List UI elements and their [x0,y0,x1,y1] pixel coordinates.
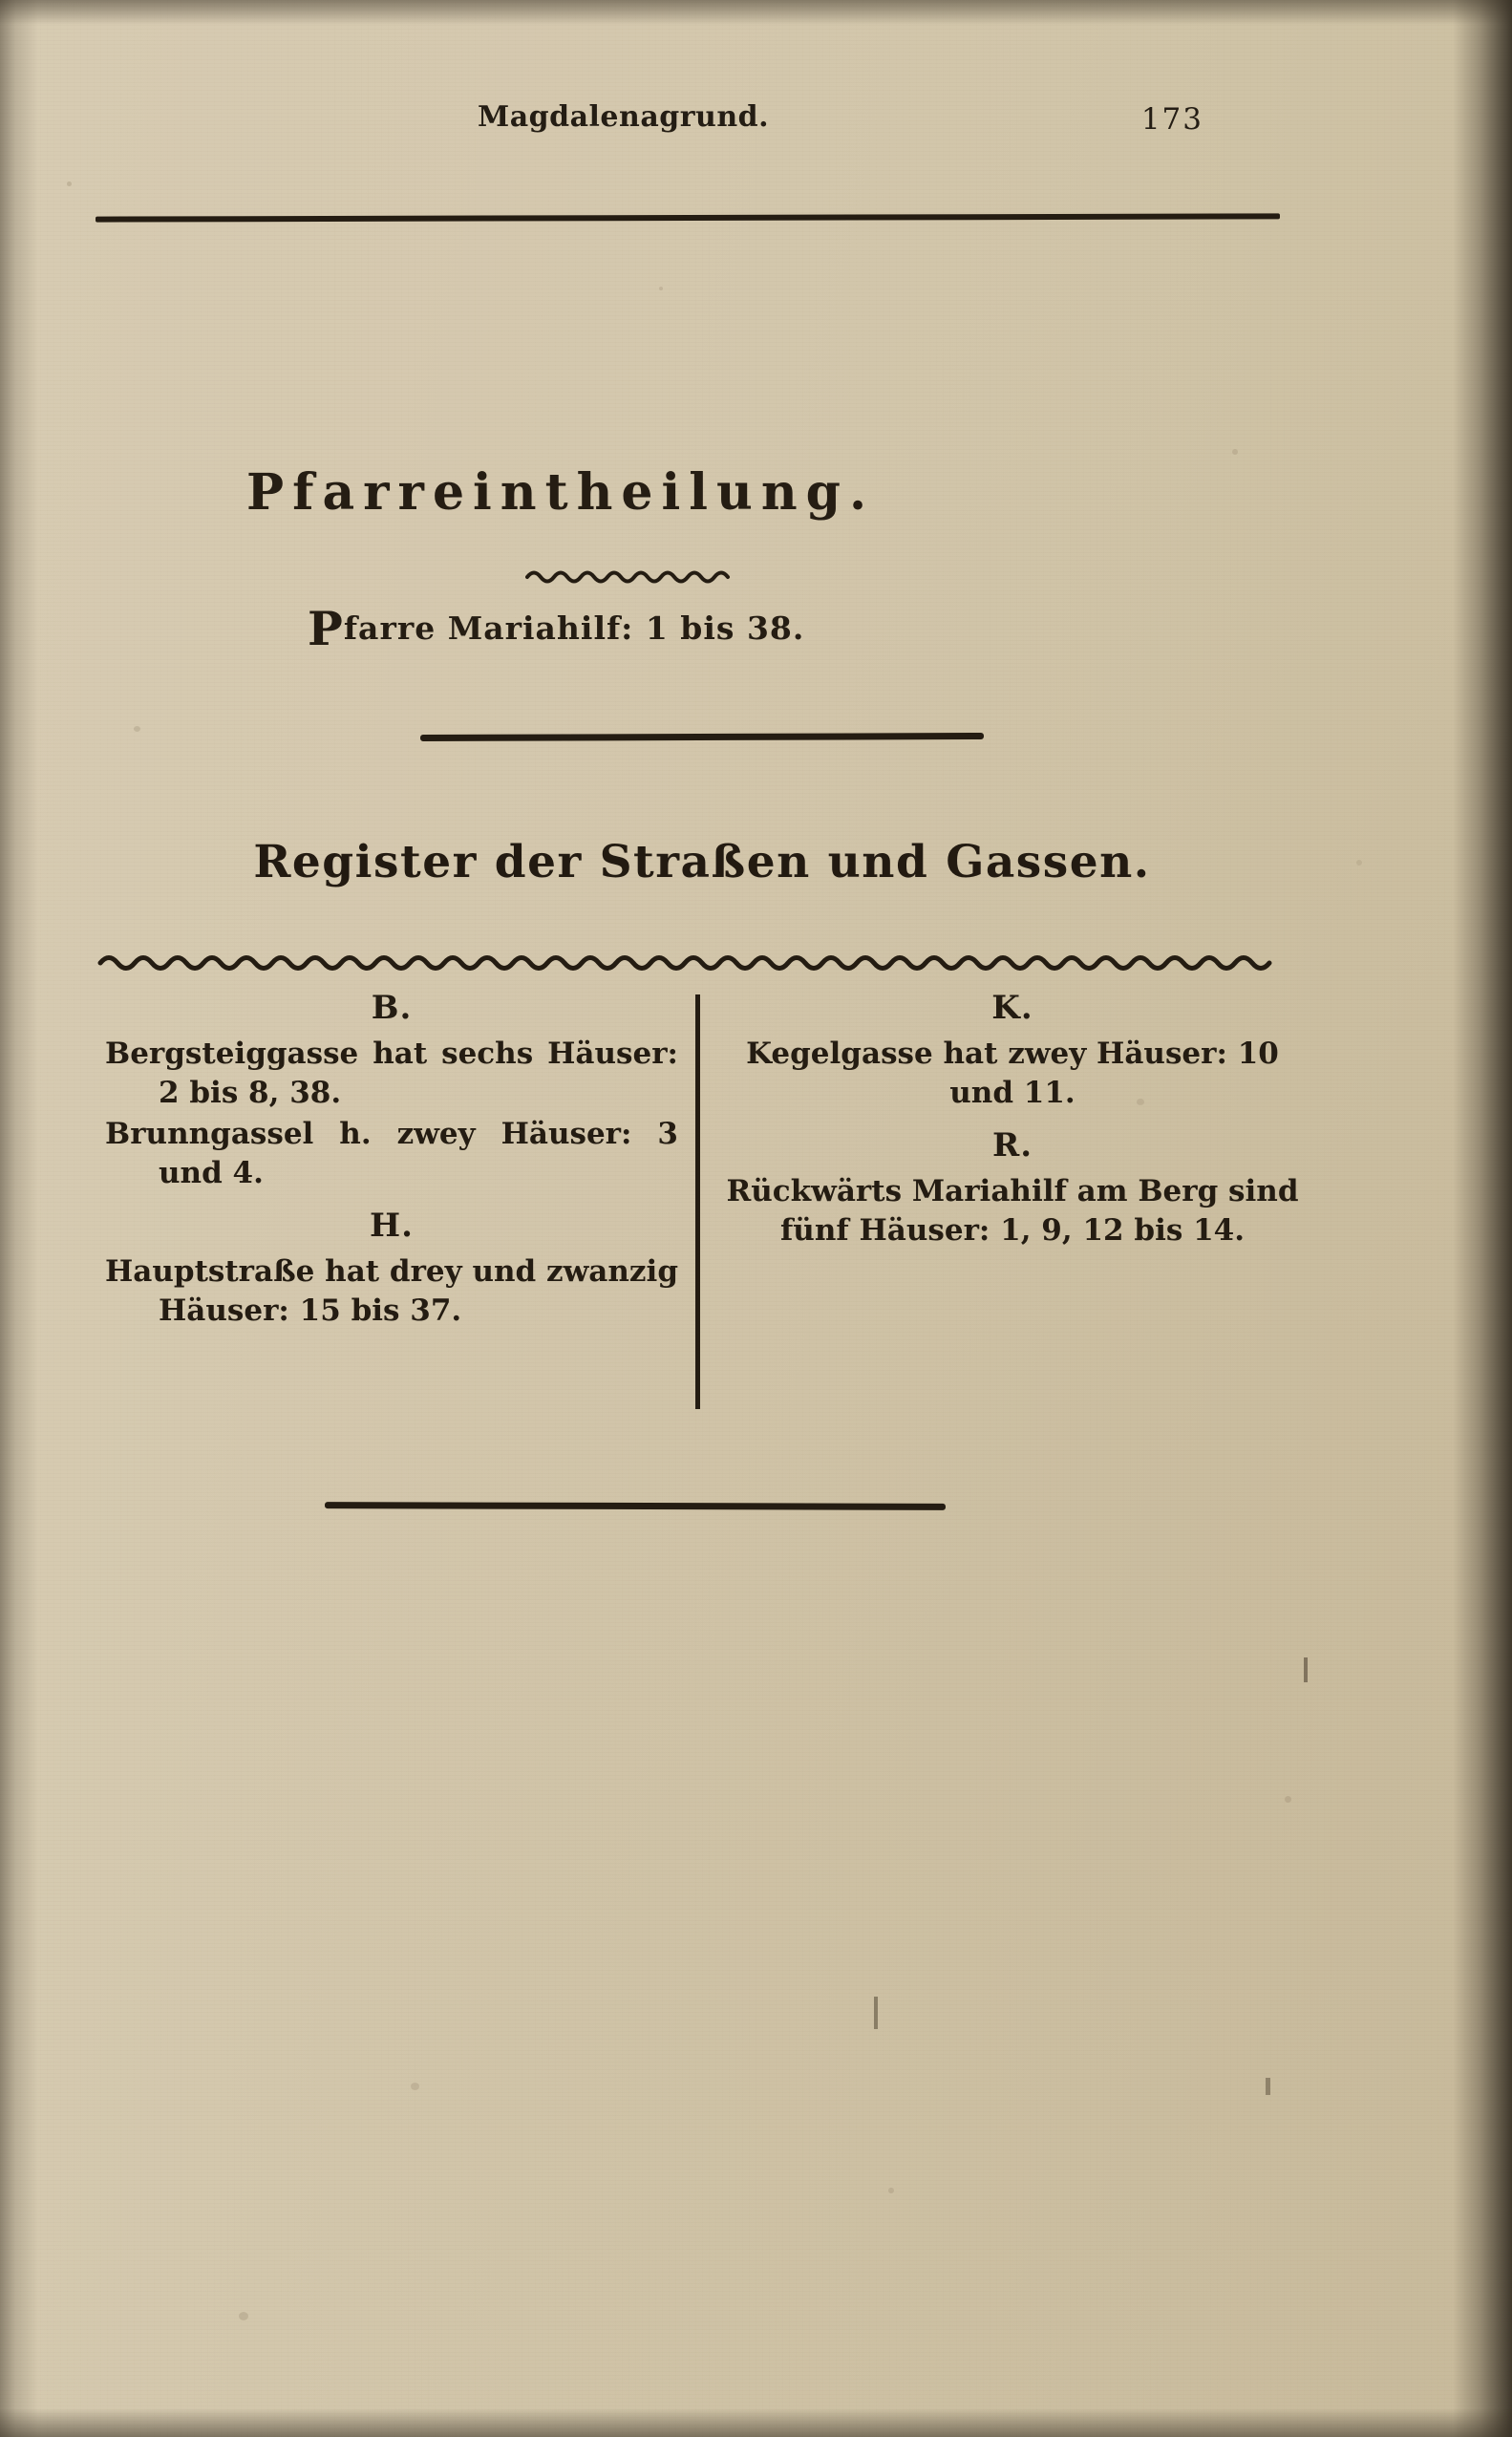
paper-speck [411,2083,419,2090]
running-head [105,100,1299,158]
register-entry-text: Brunngassel h. zwey Häuser: 3 und 4. [105,1116,678,1190]
register-entry [105,1035,678,1113]
parish-dropcap: P [308,601,344,656]
letter-heading-b: B. [371,989,413,1027]
paper-speck [1356,860,1362,866]
page-edge-shadow-bottom [0,2408,1512,2437]
letter-heading-r: R. [991,1125,1033,1165]
register-entry [105,1115,678,1193]
wave-divider-icon [97,951,1287,972]
letter-heading-k: K. [991,989,1033,1027]
header-rule [96,213,1280,222]
page-edge-shadow-left [0,0,38,2437]
register-column-right [726,989,1299,1252]
register-title: Register der Straßen und Gassen. [253,836,1151,888]
paper-speck [1232,449,1238,455]
register-entry-text: Hauptstraße hat drey und zwanzig Häuser: 15 bis 37. [105,1253,678,1328]
footer-rule [325,1502,946,1510]
parish-line-text: farre Mariahilf: 1 bis 38. [343,609,805,647]
running-head-title: Magdalenagrund. [478,100,770,134]
register-entry [105,1252,678,1331]
register-entry-text: Rückwärts Mariahilf am Berg sind fünf Häuser: 1, 9, 12 bis 14. [726,1173,1299,1248]
column-divider [695,994,700,1409]
paper-speck [134,726,140,732]
letter-heading-h: H. [370,1206,414,1245]
ink-mark [1266,2078,1270,2095]
register-entry-text: Kegelgasse hat zwey Häuser: 10 und 11. [746,1037,1279,1110]
page-edge-shadow-right [1453,0,1512,2437]
ink-mark [1304,1657,1308,1682]
ink-mark [874,1997,878,2029]
street-register [105,989,1299,1428]
wave-ornament-icon [525,566,745,584]
register-entry-text: Bergsteiggasse hat sechs Häuser: 2 bis 8, 38. [105,1037,678,1110]
paper-speck [67,182,72,186]
page-number: 173 [1140,102,1203,137]
parish-line [308,601,805,656]
page-title: Pfarreintheilung. [246,463,876,522]
paper-speck [1285,1796,1291,1803]
register-column-left [105,989,678,1332]
paper-speck [888,2188,894,2193]
register-entry [726,1035,1299,1113]
page-edge-shadow-top [0,0,1512,25]
page-content [105,100,1299,1328]
paper-speck [239,2312,248,2320]
register-entry [726,1172,1299,1251]
middle-rule [420,733,984,741]
paper-speck [659,287,663,290]
